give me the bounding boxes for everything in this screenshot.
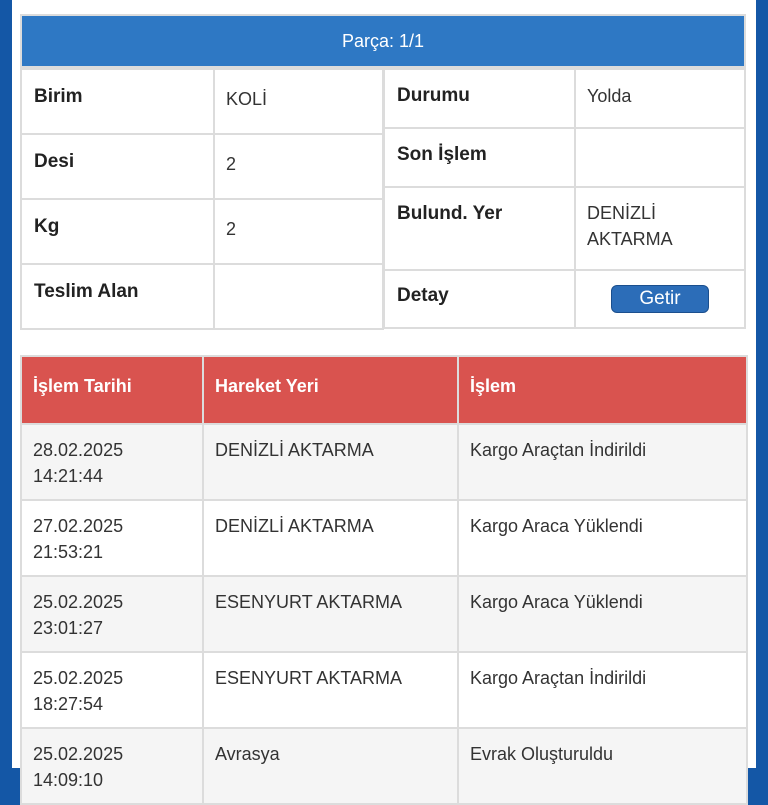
detail-cell [576, 271, 744, 327]
row-date-time: 14:09:10 [33, 770, 104, 790]
kg-value: 2 [215, 200, 382, 263]
row-date-day: 25.02.2025 [33, 668, 124, 688]
row-date-time: 21:53:21 [33, 542, 104, 562]
row-place: ESENYURT AKTARMA [204, 577, 457, 651]
unit-value: KOLİ [215, 70, 382, 133]
last-operation-value [576, 129, 744, 186]
row-action: Kargo Araca Yüklendi [459, 501, 746, 575]
column-header-date: İşlem Tarihi [22, 357, 202, 423]
table-row [22, 577, 746, 651]
row-place: ESENYURT AKTARMA [204, 653, 457, 727]
desi-value: 2 [215, 135, 382, 198]
row-date-time: 23:01:27 [33, 618, 104, 638]
row-action: Kargo Araca Yüklendi [459, 577, 746, 651]
desi-label: Desi [22, 135, 213, 198]
row-date [22, 425, 202, 499]
row-date-time: 18:27:54 [33, 694, 104, 714]
row-date [22, 577, 202, 651]
table-row [22, 425, 746, 499]
row-date-day: 25.02.2025 [33, 744, 124, 764]
row-date [22, 501, 202, 575]
getir-button[interactable]: Getir [611, 285, 709, 313]
row-place: DENİZLİ AKTARMA [204, 501, 457, 575]
status-label: Durumu [385, 70, 574, 127]
part-info-box [20, 14, 746, 327]
last-operation-label: Son İşlem [385, 129, 574, 186]
row-action: Evrak Oluşturuldu [459, 729, 746, 803]
row-date-day: 28.02.2025 [33, 440, 124, 460]
row-date-day: 25.02.2025 [33, 592, 124, 612]
location-label: Bulund. Yer [385, 188, 574, 269]
table-row [22, 501, 746, 575]
status-value: Yolda [576, 70, 744, 127]
receiver-label: Teslim Alan [22, 265, 213, 328]
content-panel [12, 0, 756, 790]
part-info-right-table [383, 68, 746, 329]
table-row [22, 729, 746, 803]
row-date-time: 14:21:44 [33, 466, 104, 486]
row-place: DENİZLİ AKTARMA [204, 425, 457, 499]
detail-label: Detay [385, 271, 574, 327]
part-header: Parça: 1/1 [22, 16, 744, 66]
column-header-action: İşlem [459, 357, 746, 423]
part-info-left-table [20, 68, 384, 330]
kg-label: Kg [22, 200, 213, 263]
table-row [22, 653, 746, 727]
column-header-place: Hareket Yeri [204, 357, 457, 423]
row-place: Avrasya [204, 729, 457, 803]
receiver-value [215, 265, 382, 328]
row-date [22, 729, 202, 803]
movements-table [20, 355, 748, 805]
location-value: DENİZLİ AKTARMA [576, 188, 744, 269]
row-date [22, 653, 202, 727]
unit-label: Birim [22, 70, 213, 133]
row-action: Kargo Araçtan İndirildi [459, 653, 746, 727]
row-action: Kargo Araçtan İndirildi [459, 425, 746, 499]
row-date-day: 27.02.2025 [33, 516, 124, 536]
